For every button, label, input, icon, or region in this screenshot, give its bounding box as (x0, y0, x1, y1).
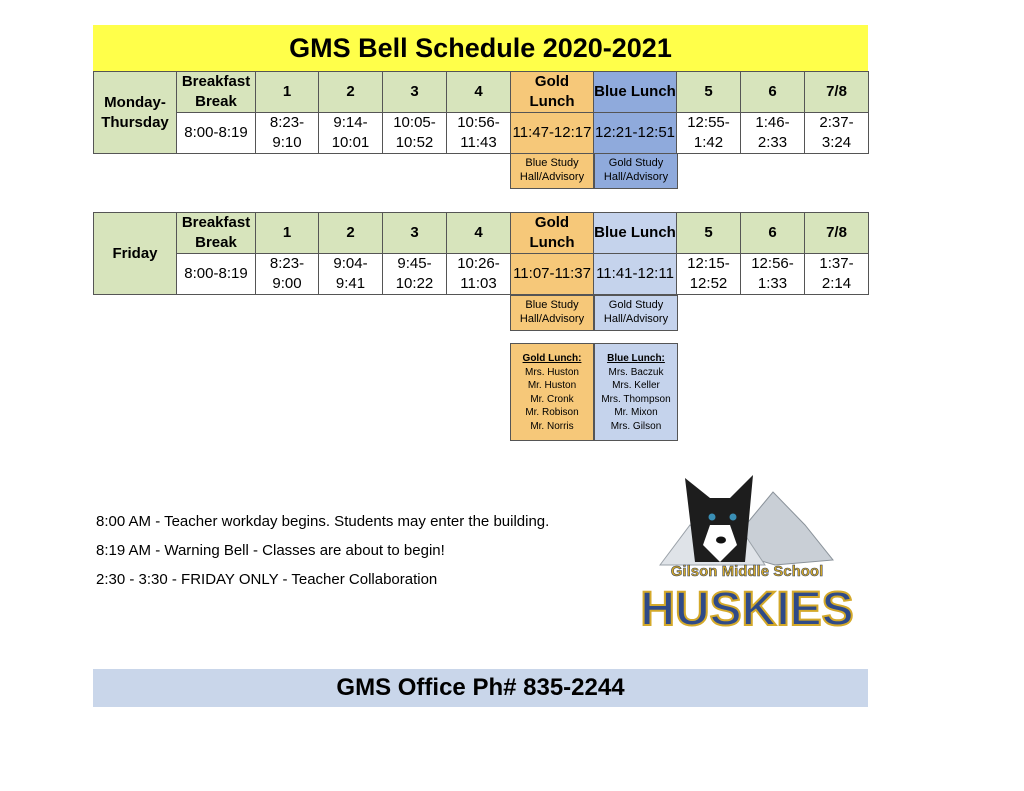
time-period-1: 8:23-9:00 (256, 254, 319, 295)
header-period-7-8: 7/8 (805, 213, 869, 254)
header-period-1: 1 (256, 72, 319, 113)
time-breakfast: 8:00-8:19 (177, 254, 256, 295)
blue-teacher: Mr. Mixon (614, 407, 658, 418)
gold-teacher: Mr. Huston (527, 380, 577, 391)
header-period-5: 5 (677, 213, 741, 254)
header-gold-lunch: Gold Lunch (511, 72, 594, 113)
schedule-title: GMS Bell Schedule 2020-2021 (93, 25, 868, 71)
time-period-3: 10:05-10:52 (383, 113, 447, 154)
time-period-4: 10:56-11:43 (447, 113, 511, 154)
header-period-7-8: 7/8 (805, 72, 869, 113)
header-period-6: 6 (741, 72, 805, 113)
time-period-4: 10:26-11:03 (447, 254, 511, 295)
blue-lunch-group (594, 343, 678, 441)
header-period-4: 4 (447, 213, 511, 254)
header-period-4: 4 (447, 72, 511, 113)
header-breakfast: Breakfast Break (177, 213, 256, 254)
time-blue-lunch: 11:41-12:11 (594, 254, 677, 295)
time-period-5: 12:15-12:52 (677, 254, 741, 295)
gold-teacher: Mrs. Huston (525, 366, 579, 378)
header-period-3: 3 (383, 213, 447, 254)
gold-teacher: Mr. Cronk (530, 393, 574, 405)
time-gold-lunch: 11:47-12:17 (511, 113, 594, 154)
header-blue-lunch: Blue Lunch (594, 213, 677, 254)
times-row (94, 254, 869, 295)
time-blue-lunch: 12:21-12:51 (594, 113, 677, 154)
logo-huskies-text: HUSKIES (640, 583, 854, 636)
blue-teacher: Mrs. Keller (612, 380, 660, 391)
times-row (94, 113, 869, 154)
time-period-6: 1:46-2:33 (741, 113, 805, 154)
study-hall-gold-slot: Blue Study Hall/Advisory (510, 153, 594, 189)
blue-teacher: Mrs. Baczuk (608, 366, 664, 378)
header-period-6: 6 (741, 213, 805, 254)
header-period-2: 2 (319, 72, 383, 113)
day-label: Friday (94, 213, 177, 295)
time-gold-lunch: 11:07-11:37 (511, 254, 594, 295)
header-period-1: 1 (256, 213, 319, 254)
mon-thu-study-hall-row (510, 153, 678, 189)
note-line: 2:30 - 3:30 - FRIDAY ONLY - Teacher Collaboration (96, 571, 438, 588)
gold-lunch-title: Gold Lunch: (522, 353, 582, 364)
header-period-5: 5 (677, 72, 741, 113)
friday-schedule-table (93, 212, 869, 295)
time-period-1: 8:23-9:10 (256, 113, 319, 154)
blue-lunch-title: Blue Lunch: (607, 353, 665, 364)
header-period-3: 3 (383, 72, 447, 113)
header-breakfast: Breakfast Break (177, 72, 256, 113)
note-line: 8:19 AM - Warning Bell - Classes are about to begin! (96, 542, 445, 559)
time-period-7-8: 1:37-2:14 (805, 254, 869, 295)
header-period-2: 2 (319, 213, 383, 254)
time-period-7-8: 2:37-3:24 (805, 113, 869, 154)
husky-mountain-icon (640, 470, 854, 640)
time-period-5: 12:55-1:42 (677, 113, 741, 154)
lunch-groups-box (510, 343, 678, 441)
blue-teacher: Mrs. Thompson (601, 393, 671, 405)
header-blue-lunch: Blue Lunch (594, 72, 677, 113)
study-hall-blue-slot: Gold Study Hall/Advisory (594, 153, 678, 189)
gold-teacher: Mr. Robison (525, 407, 579, 418)
friday-study-hall-row (510, 295, 678, 331)
logo-school-name: Gilson Middle School (670, 563, 824, 580)
time-period-6: 12:56-1:33 (741, 254, 805, 295)
time-period-2: 9:04-9:41 (319, 254, 383, 295)
gold-teacher: Mr. Norris (530, 420, 574, 432)
study-hall-gold-slot: Blue Study Hall/Advisory (510, 295, 594, 331)
header-row (94, 213, 869, 254)
time-breakfast: 8:00-8:19 (177, 113, 256, 154)
note-line: 8:00 AM - Teacher workday begins. Students may enter the building. (96, 513, 550, 530)
study-hall-blue-slot: Gold Study Hall/Advisory (594, 295, 678, 331)
office-phone-banner: GMS Office Ph# 835-2244 (93, 669, 868, 707)
time-period-3: 9:45-10:22 (383, 254, 447, 295)
schedule-notes (96, 513, 549, 600)
header-gold-lunch: Gold Lunch (511, 213, 594, 254)
day-label: Monday-Thursday (94, 72, 177, 154)
gold-lunch-group (510, 343, 594, 441)
gilson-huskies-logo (640, 470, 854, 640)
mon-thu-schedule-table (93, 71, 869, 154)
header-row (94, 72, 869, 113)
blue-teacher: Mrs. Gilson (610, 420, 662, 432)
time-period-2: 9:14-10:01 (319, 113, 383, 154)
